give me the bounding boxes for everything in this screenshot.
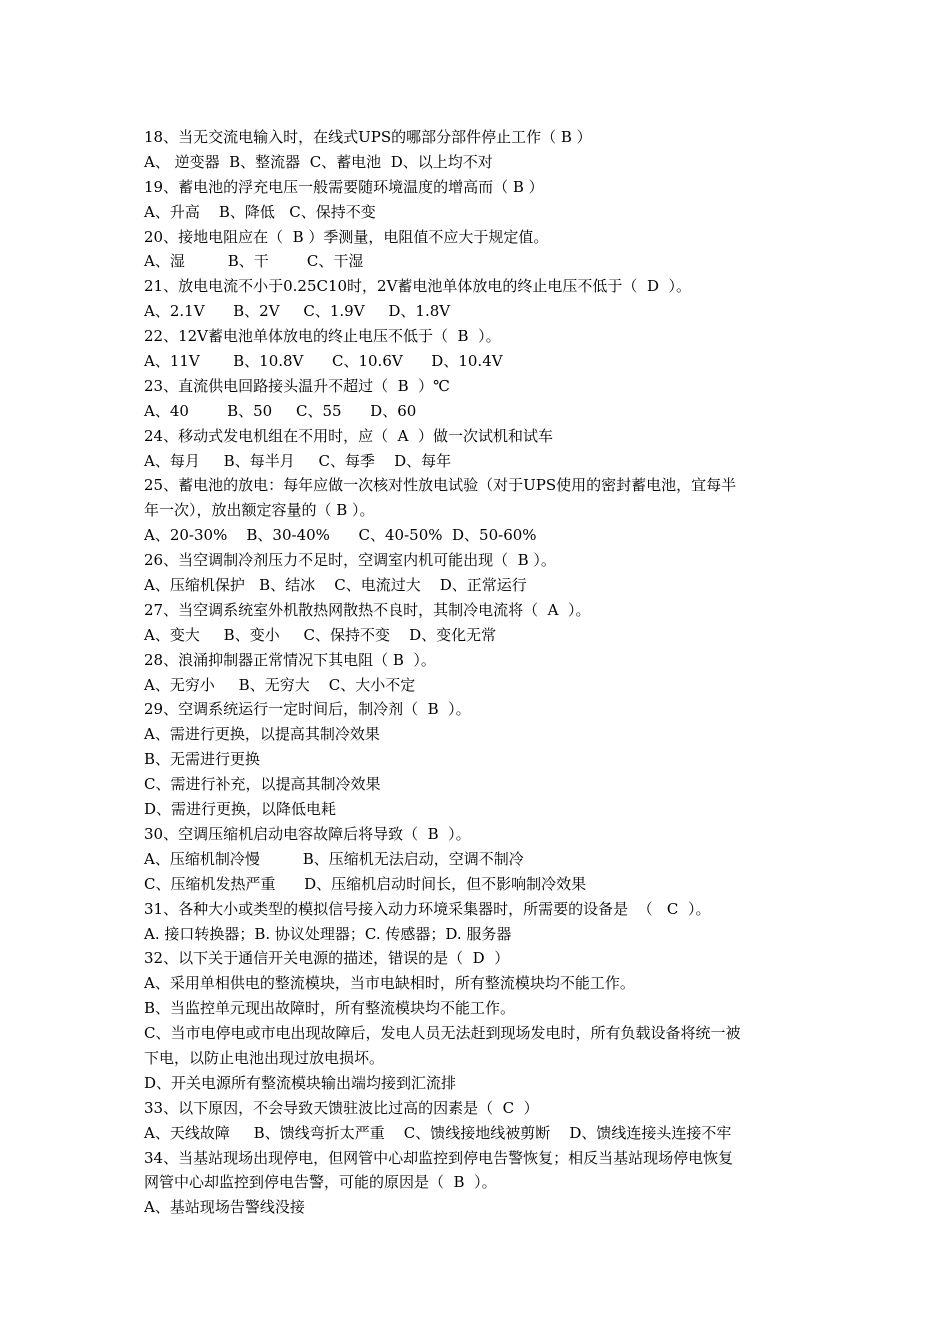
- text-line: A、压缩机保护 B、结冰 C、电流过大 D、正常运行: [144, 576, 527, 595]
- text-line: 31、各种大小或类型的模拟信号接入动力环境采集器时，所需要的设备是 （ C ）。: [144, 899, 711, 918]
- text-line: A、 逆变器 B、整流器 C、蓄电池 D、以上均不对: [144, 152, 493, 171]
- text-line: A、40 B、50 C、55 D、60: [144, 401, 417, 420]
- text-line: 30、空调压缩机启动电容故障后将导致（ B ）。: [144, 824, 471, 843]
- text-line: 26、当空调制冷剂压力不足时，空调室内机可能出现（ B ）。: [144, 551, 556, 570]
- text-line: 29、空调系统运行一定时间后，制冷剂（ B ）。: [144, 700, 471, 719]
- text-line: A、天线故障 B、馈线弯折太严重 C、馈线接地线被剪断 D、馈线连接头连接不牢: [144, 1123, 732, 1142]
- text-line: A、基站现场告警线没接: [144, 1198, 305, 1217]
- text-line: D、需进行更换，以降低电耗: [144, 800, 337, 819]
- text-line: A. 接口转换器；B. 协议处理器；C. 传感器；D. 服务器: [144, 924, 512, 943]
- text-line: 19、蓄电池的浮充电压一般需要随环境温度的增高而（ B ）: [144, 177, 544, 196]
- text-line: B、当监控单元现出故障时，所有整流模块均不能工作。: [144, 999, 516, 1018]
- text-line: 22、12V蓄电池单体放电的终止电压不低于（ B ）。: [144, 327, 501, 346]
- text-line: 23、直流供电回路接头温升不超过（ B ）℃: [144, 376, 450, 395]
- text-line: A、升高 B、降低 C、保持不变: [144, 202, 376, 221]
- text-line: 下电，以防止电池出现过放电损坏。: [144, 1048, 385, 1067]
- text-line: 24、移动式发电机组在不用时，应（ A ）做一次试机和试车: [144, 426, 553, 445]
- text-line: 18、当无交流电输入时，在线式UPS的哪部分部件停止工作（ B ）: [144, 128, 592, 146]
- text-line: A、变大 B、变小 C、保持不变 D、变化无常: [144, 625, 497, 644]
- text-line: D、开关电源所有整流模块输出端均接到汇流排: [144, 1073, 457, 1092]
- text-line: 28、浪涌抑制器正常情况下其电阻（ B ）。: [144, 650, 436, 669]
- text-line: A、无穷小 B、无穷大 C、大小不定: [144, 675, 416, 694]
- text-line: 20、接地电阻应在（ B ）季测量，电阻值不应大于规定值。: [144, 227, 549, 246]
- text-line: C、需进行补充，以提高其制冷效果: [144, 775, 381, 794]
- text-line: B、无需进行更换: [144, 750, 261, 769]
- text-line: A、湿 B、干 C、干湿: [144, 252, 364, 271]
- text-line: 年一次），放出额定容量的（ B ）。: [144, 501, 375, 520]
- text-line: A、20-30% B、30-40% C、40-50% D、50-60%: [144, 526, 537, 545]
- question-list: [144, 125, 812, 1220]
- text-line: 27、当空调系统室外机散热网散热不良时，其制冷电流将（ A ）。: [144, 600, 591, 619]
- text-line: 34、当基站现场出现停电，但网管中心却监控到停电告警恢复；相反当基站现场停电恢复: [144, 1148, 734, 1167]
- text-line: 21、放电电流不小于0.25C10时，2V蓄电池单体放电的终止电压不低于（ D ）。: [144, 277, 692, 296]
- text-line: A、需进行更换，以提高其制冷效果: [144, 725, 380, 744]
- text-line: 33、以下原因，不会导致天馈驻波比过高的因素是（ C ）: [144, 1098, 539, 1117]
- text-line: C、压缩机发热严重 D、压缩机启动时间长，但不影响制冷效果: [144, 874, 587, 893]
- text-line: 网管中心却监控到停电告警，可能的原因是（ B ）。: [144, 1173, 497, 1192]
- text-line: A、采用单相供电的整流模块，当市电缺相时，所有整流模块均不能工作。: [144, 974, 635, 993]
- text-line: A、每月 B、每半月 C、每季 D、每年: [144, 451, 452, 470]
- text-line: A、2.1V B、2V C、1.9V D、1.8V: [144, 302, 451, 321]
- text-line: A、11V B、10.8V C、10.6V D、10.4V: [144, 352, 503, 371]
- text-line: 25、蓄电池的放电：每年应做一次核对性放电试验（对于UPS使用的密封蓄电池，宜每半: [144, 476, 737, 495]
- text-line: A、压缩机制冷慢 B、压缩机无法启动，空调不制冷: [144, 849, 524, 868]
- text-line: 32、以下关于通信开关电源的描述，错误的是（ D ）: [144, 949, 510, 968]
- text-line: C、当市电停电或市电出现故障后，发电人员无法赶到现场发电时，所有负载设备将统一被: [144, 1024, 741, 1043]
